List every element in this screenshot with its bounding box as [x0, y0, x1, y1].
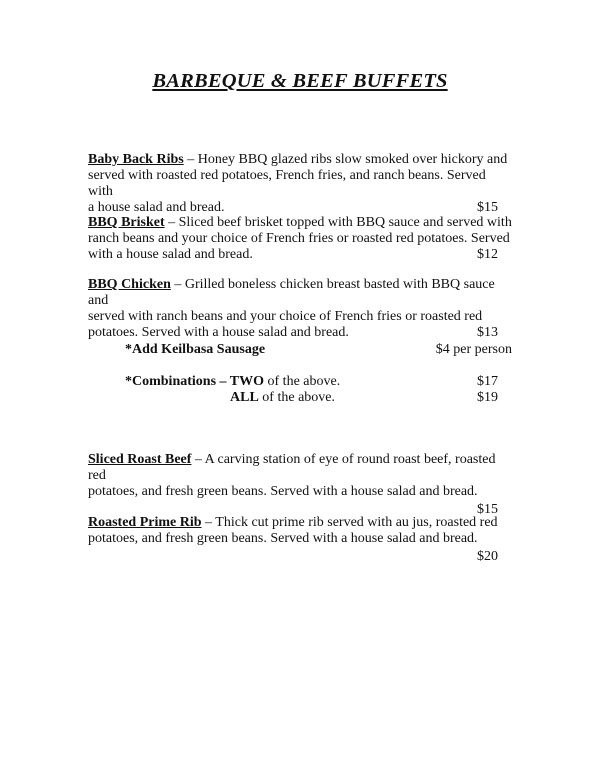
item-line: [88, 247, 512, 263]
item-price: $15: [477, 502, 498, 517]
menu-item-bbq-brisket: [88, 215, 512, 263]
item-line: [88, 277, 512, 309]
combinations-all-rest: of the above.: [258, 390, 335, 405]
item-desc: – Thick cut prime rib served with au jus, roasted red: [201, 515, 498, 530]
item-line: [88, 200, 512, 216]
item-desc: – Grilled boneless chicken breast basted with BBQ sauce and: [88, 277, 495, 308]
item-line: [88, 452, 512, 484]
combinations-two-rest: of the above.: [264, 374, 341, 389]
combinations-two-word: TWO: [229, 374, 265, 389]
combinations-all-text: [230, 390, 335, 406]
item-name: Sliced Roast Beef: [88, 452, 192, 467]
item-name: Roasted Prime Rib: [88, 515, 202, 530]
item-line: [88, 152, 512, 168]
menu-item-roasted-prime-rib: [88, 515, 512, 565]
item-name: BBQ Brisket: [88, 215, 165, 230]
item-line: potatoes, and fresh green beans. Served with a house salad and bread.: [88, 484, 478, 499]
menu-item-bbq-chicken: [88, 277, 512, 341]
item-desc: potatoes. Served with a house salad and bread.: [88, 325, 349, 340]
combinations-all-word: ALL: [230, 390, 259, 405]
addon-sausage: [125, 342, 512, 358]
addon-label: *Add Keilbasa Sausage: [125, 342, 266, 357]
item-name: BBQ Chicken: [88, 277, 171, 292]
item-price: $12: [477, 247, 498, 262]
combinations-two-price: $17: [477, 374, 498, 389]
menu-item-baby-back-ribs: [88, 152, 512, 216]
item-desc: a house salad and bread.: [88, 200, 225, 215]
item-line: [88, 325, 512, 341]
combinations-label: *Combinations –: [125, 374, 230, 389]
menu-item-sliced-roast-beef: [88, 452, 512, 518]
item-line: [88, 215, 512, 231]
item-line: [88, 515, 512, 531]
item-name: Baby Back Ribs: [88, 152, 184, 167]
item-desc: – Sliced beef brisket topped with BBQ sauce and served with: [164, 215, 512, 230]
item-desc: – A carving station of eye of round roast beef, roasted red: [88, 452, 496, 483]
addon-price: $4 per person: [435, 342, 512, 357]
item-line: ranch beans and your choice of French fries or roasted red potatoes. Served: [88, 231, 510, 246]
item-price: $15: [477, 200, 498, 215]
item-desc: with a house salad and bread.: [88, 247, 253, 262]
item-line: potatoes, and fresh green beans. Served with a house salad and bread.: [88, 531, 478, 546]
page-title: BARBEQUE & BEEF BUFFETS: [152, 70, 448, 92]
combinations-all-price: $19: [477, 390, 498, 405]
item-line: served with roasted red potatoes, French fries, and ranch beans. Served with: [88, 168, 486, 199]
item-desc: – Honey BBQ glazed ribs slow smoked over hickory and: [183, 152, 508, 167]
item-line: served with ranch beans and your choice of French fries or roasted red: [88, 309, 483, 324]
item-price: $13: [477, 325, 498, 340]
item-price: $20: [477, 549, 498, 564]
combinations-two: [125, 374, 512, 390]
